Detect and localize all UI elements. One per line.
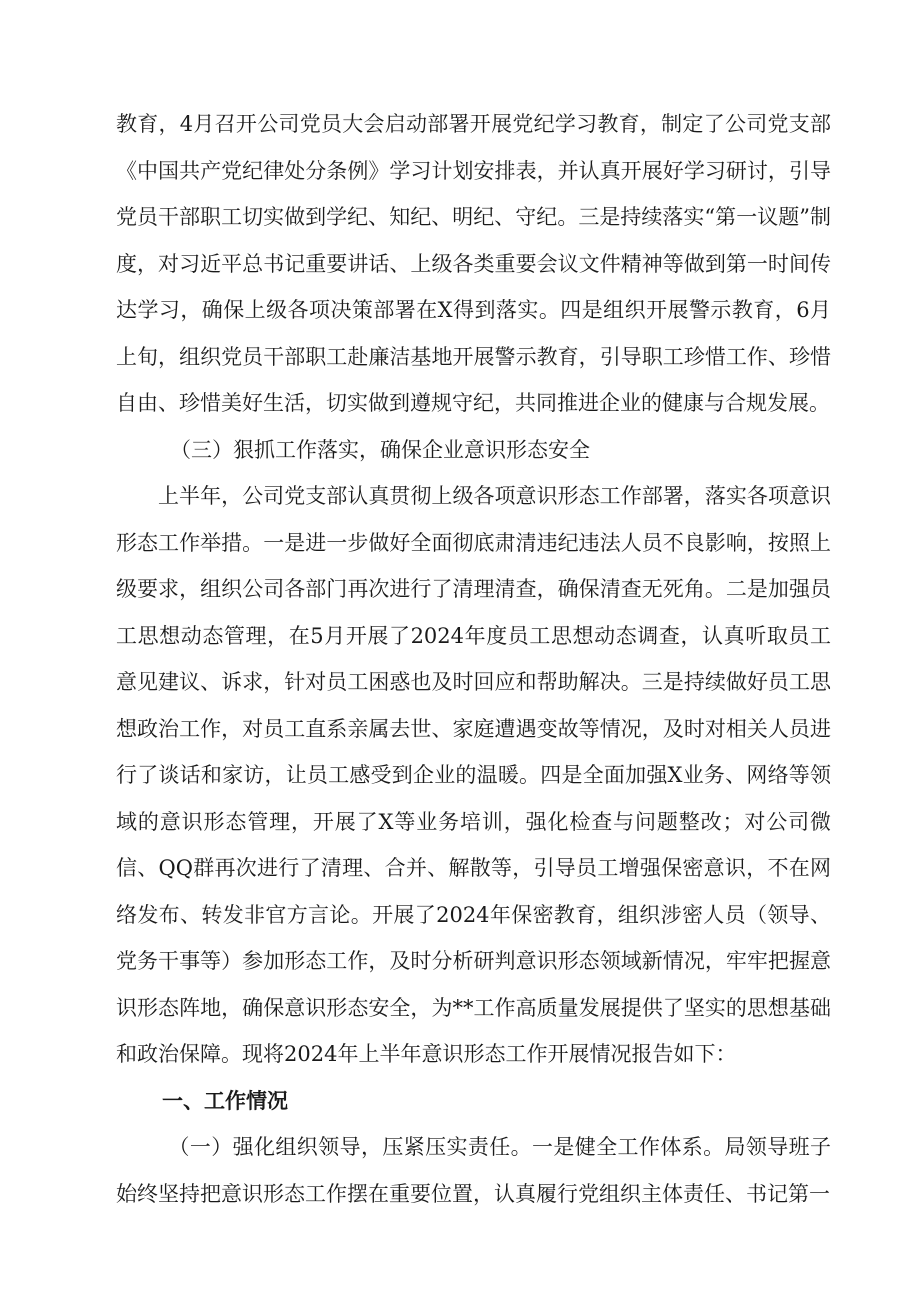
subheading-ideology-security: （三）狠抓工作落实，确保企业意识形态安全 [170,437,590,462]
paragraph-organization-leadership: （一）强化组织领导，压紧压实责任。一是健全工作体系。局领导班子始终坚持把意识形态工作摆在重要位置，认真履行党组织主体责任、书记第一 [116,1135,831,1206]
document-body [116,101,831,1217]
paragraph-education: 教育，4月召开公司党员大会启动部署开展党纪学习教育，制定了公司党支部《中国共产党纪律处分条例》学习计划安排表，并认真开展好学习研讨，引导党员干部职工切实做到学纪、知纪、明纪、守纪。三是持续落实“第一议题”制度，对习近平总书记重要讲话、上级各类重要会议文件精神等做到第一时间传达学习，确保上级各项决策部署在X得到落实。四是组织开展警示教育，6月上旬，组织党员干部职工赴廉洁基地开展警示教育，引导职工珍惜工作、珍惜自由、珍惜美好生活，切实做到遵规守纪，共同推进企业的健康与合规发展。 [116,112,831,415]
heading-work-situation: 一、工作情况 [162,1087,288,1113]
paragraph-first-half-year: 上半年，公司党支部认真贯彻上级各项意识形态工作部署，落实各项意识形态工作举措。一是进一步做好全面彻底肃清违纪违法人员不良影响，按照上级要求，组织公司各部门再次进行了清理清查，确保清查无死角。二是加强员工思想动态管理，在5月开展了2024年度员工思想动态调查，认真听取员工意见建议、诉求，针对员工困惑也及时回应和帮助解决。三是持续做好员工思想政治工作，对员工直系亲属去世、家庭遭遇变故等情况，及时对相关人员进行了谈话和家访，让员工感受到企业的温暖。四是全面加强X业务、网络等领域的意识形态管理，开展了X等业务培训，强化检查与问题整改；对公司微信、QQ群再次进行了清理、合并、解散等，引导员工增强保密意识，不在网络发布、转发非官方言论。开展了2024年保密教育，组织涉密人员（领导、党务干事等）参加形态工作，及时分析研判意识形态领域新情况，牢牢把握意识形态阵地，确保意识形态安全，为**工作高质量发展提供了坚实的思想基础和政治保障。现将2024年上半年意识形态工作开展情况报告如下： [116,484,831,1066]
